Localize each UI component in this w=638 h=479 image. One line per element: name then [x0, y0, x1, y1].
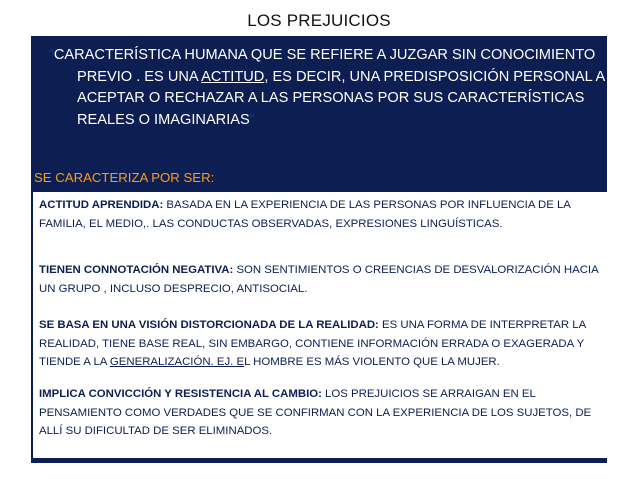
close-quote: ” [249, 111, 255, 128]
page-title: LOS PREJUICIOS [247, 11, 391, 30]
list-item [39, 385, 605, 441]
characteristics-box [33, 192, 607, 458]
item-heading: TIENEN CONNOTACIÓN NEGATIVA: [39, 264, 234, 276]
item-heading: ACTITUD APRENDIDA: [39, 199, 164, 211]
definition-part2: , ES DECIR, UNA PREDISPOSICIÓN PERSONAL A ACEPTAR O RECHAZAR A LAS PERSONAS POR SUS CARACTERÍSTICAS REALES O IMAGINARIAS [77, 68, 605, 128]
item-heading: SE BASA EN UNA VISIÓN DISTORCIONADA DE LA REALIDAD: [39, 319, 379, 331]
list-item [39, 316, 605, 372]
item-underlined: GENERALIZACIÓN. EJ. E [109, 356, 245, 368]
list-item [39, 196, 605, 233]
item-tail: L HOMBRE ES MÁS VIOLENTO QUE LA MUJER. [244, 356, 500, 368]
definition-underlined: ACTITUD [201, 68, 265, 85]
item-text: LOS PREJUICIOS SE ARRAIGAN EN EL PENSAMIENTO COMO VERDADES QUE SE CONFIRMAN CON LA EXPERIENCIA DE LOS SUJETOS, DE ALLÍ SU DIFICULTAD DE SER ELIMINADOS. [39, 388, 592, 437]
caracteriza-colon: : [210, 170, 215, 185]
item-text: ES UNA FORMA DE INTERPRETAR LA REALIDAD, TIENE BASE REAL, SIN EMBARGO, CONTIENE INFORMACIÓN ERRADA O EXAGERADA Y TIENDE A LA [39, 319, 586, 368]
definition-part1: CARACTERÍSTICA HUMANA QUE SE REFIERE A JUZGAR SIN CONOCIMIENTO PREVIO . ES UNA [53, 47, 596, 85]
caracteriza-label: SE CARACTERIZA POR SER [34, 170, 211, 185]
item-text: BASADA EN LA EXPERIENCIA DE LAS PERSONAS POR INFLUENCIA DE LA FAMILIA, EL MEDIO,. LAS CONDUCTAS OBSERVADAS, EXPRESIONES LINGUÍSTICAS. [39, 199, 571, 230]
open-quote: “ [49, 47, 54, 63]
item-heading: IMPLICA CONVICCIÓN Y RESISTENCIA AL CAMBIO: [39, 388, 322, 400]
definition-text [49, 45, 633, 131]
item-text: SON SENTIMIENTOS O CREENCIAS DE DESVALORIZACIÓN HACIA UN GRUPO , INCLUSO DESPRECIO, ANTISOCIAL. [39, 264, 599, 295]
caracteriza-heading [34, 170, 214, 185]
list-item [39, 261, 605, 298]
content-panel [31, 36, 607, 463]
